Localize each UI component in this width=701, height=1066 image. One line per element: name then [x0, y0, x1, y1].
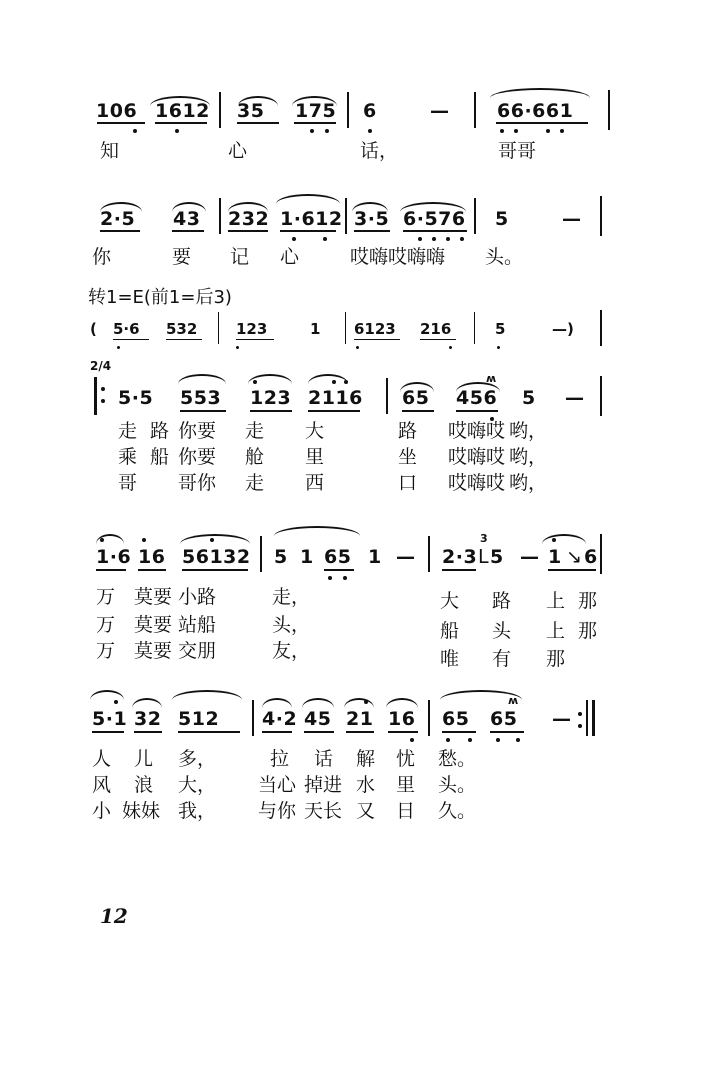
grace-hook: ᒪ	[478, 546, 490, 568]
lyric: 莫要	[134, 614, 173, 636]
dash: —)	[552, 320, 574, 338]
note-group: 123	[250, 387, 292, 409]
dash: —	[552, 708, 572, 730]
barline	[219, 198, 221, 234]
lyric: 知	[100, 140, 120, 162]
note-group: 1·612	[280, 208, 343, 230]
lyric: 舱	[245, 446, 265, 468]
lyric: 走，	[272, 586, 311, 608]
note-group: 175	[295, 100, 337, 122]
lyric: 头，	[272, 614, 311, 636]
slur	[276, 194, 340, 204]
note: 6	[363, 100, 377, 122]
note: 1	[300, 546, 314, 568]
lyric: 哟，	[509, 472, 548, 494]
lyric: 万	[96, 586, 116, 608]
barline	[474, 312, 475, 344]
lyric: 万	[96, 640, 116, 662]
note-group: 5·1	[92, 708, 128, 730]
lyric: 头。	[485, 246, 524, 268]
note-group: 65	[324, 546, 352, 568]
mordent: ʍ	[508, 694, 519, 707]
note-group: 512	[178, 708, 220, 730]
lyric: 拉	[270, 748, 290, 770]
note: 5	[522, 387, 536, 409]
lyric: 与你	[258, 800, 297, 822]
lyric: 话，	[360, 140, 399, 162]
barline	[600, 376, 602, 416]
lyric: 那	[578, 620, 598, 642]
lyric: 大，	[178, 774, 217, 796]
paren: (	[90, 320, 97, 338]
note-group: 66·661	[497, 100, 574, 122]
lyric: 当心	[258, 774, 297, 796]
barline	[474, 198, 476, 234]
lyric: 头。	[438, 774, 477, 796]
lyric: 路	[398, 420, 418, 442]
note: 1	[310, 320, 321, 338]
note-group: 3·5	[354, 208, 390, 230]
barline	[600, 196, 602, 236]
barline	[386, 378, 388, 414]
note-group: 2116	[308, 387, 363, 409]
note-group: 65	[402, 387, 430, 409]
repeat-end	[592, 700, 595, 736]
barline	[474, 92, 476, 128]
lyric: 船	[440, 620, 460, 642]
note-group: 106	[96, 100, 138, 122]
lyric: 哥	[118, 472, 138, 494]
slur	[542, 534, 586, 544]
note-group: 123	[236, 320, 268, 338]
barline	[428, 700, 430, 736]
note: 6	[584, 546, 598, 568]
slide-mark: ↘	[566, 546, 583, 568]
lyric: 心	[280, 246, 300, 268]
slur	[178, 374, 226, 384]
lyric: 要	[172, 246, 192, 268]
lyric: 记	[230, 246, 250, 268]
lyric: 有	[492, 648, 512, 670]
lyric: 久。	[438, 800, 477, 822]
dash: —	[520, 546, 540, 568]
page-number: 12	[100, 904, 128, 928]
note: 5	[490, 546, 504, 568]
lyric: 心	[228, 140, 248, 162]
lyric: 船	[150, 446, 170, 468]
lyric: 小	[92, 800, 112, 822]
lyric: 里	[305, 446, 325, 468]
lyric: 我，	[178, 800, 217, 822]
note-group: 35	[237, 100, 265, 122]
lyric: 站船	[178, 614, 217, 636]
lyric: 天长	[304, 800, 343, 822]
lyric: 那	[578, 590, 598, 612]
lyric: 大	[440, 590, 460, 612]
lyric: 交朋	[178, 640, 217, 662]
lyric: 哟，	[509, 420, 548, 442]
lyric: 莫要	[134, 640, 173, 662]
slur	[180, 534, 250, 544]
dash: —	[396, 546, 416, 568]
slur	[386, 698, 418, 708]
lyric: 解	[356, 748, 376, 770]
lyric: 路	[150, 420, 170, 442]
lyric: 莫要	[134, 586, 173, 608]
note-group: 216	[420, 320, 452, 338]
slur	[274, 526, 360, 536]
lyric: 万	[96, 614, 116, 636]
lyric: 哎嗨哎嗨嗨	[350, 246, 446, 268]
lyric: 坐	[398, 446, 418, 468]
lyric: 上	[546, 590, 566, 612]
note-group: 16	[388, 708, 416, 730]
note-group: 56132	[182, 546, 251, 568]
note-group: 1612	[155, 100, 210, 122]
lyric: 又	[356, 800, 376, 822]
lyric: 大	[305, 420, 325, 442]
lyric: 哥你	[178, 472, 217, 494]
barline	[252, 700, 254, 736]
lyric: 乘	[118, 446, 138, 468]
lyric: 水	[356, 774, 376, 796]
note: 1	[368, 546, 382, 568]
note-group: 532	[166, 320, 198, 338]
grace-note: 3	[480, 532, 488, 545]
note-group: 21	[346, 708, 374, 730]
note-group: 2·5	[100, 208, 136, 230]
note-group: 4·2	[262, 708, 298, 730]
lyric: 愁。	[438, 748, 477, 770]
barline	[347, 92, 349, 128]
note-group: 6123	[354, 320, 396, 338]
note-group: 65	[442, 708, 470, 730]
dash: —	[430, 100, 450, 122]
note-group: 16	[138, 546, 166, 568]
note-group: 456	[456, 387, 498, 409]
barline	[219, 92, 221, 128]
note-group: 65	[490, 708, 518, 730]
mordent: ʍ	[486, 372, 497, 385]
note-group: 232	[228, 208, 270, 230]
note-group: 43	[173, 208, 201, 230]
lyric: 风	[92, 774, 112, 796]
lyric: 哎嗨哎	[448, 472, 506, 494]
dash: —	[562, 208, 582, 230]
lyric: 走	[118, 420, 138, 442]
barline	[345, 312, 346, 344]
lyric: 哟，	[509, 446, 548, 468]
lyric: 走	[245, 472, 265, 494]
lyric: 你要	[178, 446, 217, 468]
note-group: 5·6	[113, 320, 140, 338]
lyric: 上	[546, 620, 566, 642]
lyric: 儿	[134, 748, 154, 770]
note-group: 45	[304, 708, 332, 730]
note-group: 5·5	[118, 387, 154, 409]
slur	[490, 88, 590, 98]
note: 5	[495, 208, 509, 230]
barline	[345, 198, 347, 234]
lyric: 头	[492, 620, 512, 642]
barline	[608, 90, 610, 130]
note: 5	[274, 546, 288, 568]
lyric: 里	[396, 774, 416, 796]
dash: —	[565, 387, 585, 409]
lyric: 友，	[272, 640, 311, 662]
lyric: 话	[314, 748, 334, 770]
lyric: 妹妹	[122, 800, 161, 822]
note-group: 32	[134, 708, 162, 730]
lyric: 路	[492, 590, 512, 612]
lyric: 哥哥	[498, 140, 537, 162]
lyric: 你要	[178, 420, 217, 442]
key-change: 转1=E(前1=后3)	[88, 287, 232, 308]
lyric: 人	[92, 748, 112, 770]
lyric: 那	[546, 648, 566, 670]
lyric: 浪	[134, 774, 154, 796]
slur	[90, 690, 124, 700]
lyric: 小路	[178, 586, 217, 608]
barline	[218, 312, 219, 344]
lyric: 哎嗨哎	[448, 420, 506, 442]
slur	[344, 698, 374, 708]
lyric: 西	[305, 472, 325, 494]
slur	[302, 698, 334, 708]
barline	[428, 536, 430, 572]
barline	[600, 534, 602, 574]
time-signature: 2/4	[90, 359, 112, 373]
note: 5	[495, 320, 506, 338]
lyric: 日	[396, 800, 416, 822]
lyric: 多，	[178, 748, 217, 770]
lyric: 掉进	[304, 774, 343, 796]
barline	[586, 700, 588, 736]
slur	[172, 690, 242, 700]
note-group: 2·3	[442, 546, 478, 568]
lyric: 哎嗨哎	[448, 446, 506, 468]
barline	[600, 310, 602, 346]
note-group: 553	[180, 387, 222, 409]
lyric: 忧	[396, 748, 416, 770]
note: 1	[548, 546, 562, 568]
lyric: 走	[245, 420, 265, 442]
note-group: 1·6	[96, 546, 132, 568]
lyric: 口	[398, 472, 418, 494]
lyric: 你	[92, 246, 112, 268]
barline	[260, 536, 262, 572]
slur	[132, 698, 162, 708]
note-group: 6·576	[403, 208, 466, 230]
slur	[262, 698, 292, 708]
lyric: 唯	[440, 648, 460, 670]
slur	[308, 374, 348, 384]
repeat-start	[94, 377, 97, 415]
